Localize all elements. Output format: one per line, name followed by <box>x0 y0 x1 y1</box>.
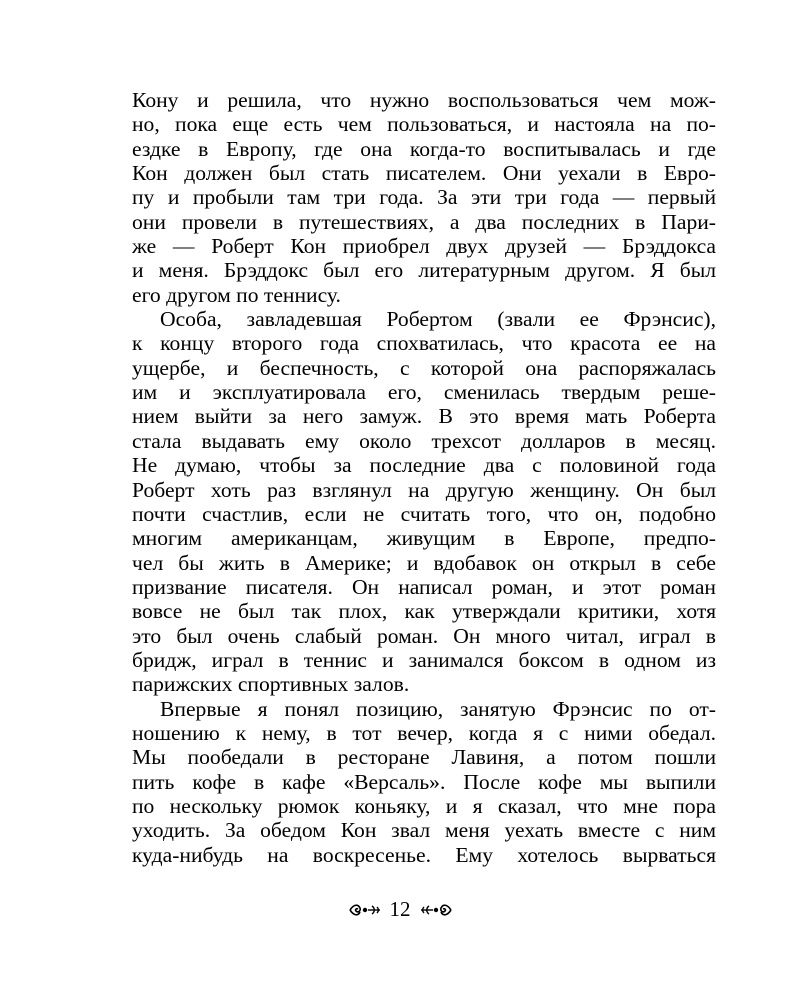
text-line: Не думаю, чтобы за последние два с половиной года <box>132 453 716 478</box>
text-line: Кону и решила, что нужно воспользоваться чем мож- <box>132 88 716 112</box>
page-number: 12 <box>389 897 411 921</box>
text-line: вовсе не был так плох, как утверждали критики, хотя <box>132 599 716 624</box>
text-line: им и эксплуатировала его, сменилась твердым реше- <box>132 380 716 405</box>
text-line: Роберт хоть раз взглянул на другую женщину. Он был <box>132 477 716 502</box>
text-line: куда-нибудь на воскресенье. Ему хотелось вырваться <box>132 842 716 867</box>
text-line: ношению к нему, в тот вечер, когда я с ними обедал. <box>132 720 716 745</box>
text-line: по нескольку рюмок коньяку, и я сказал, что мне пора <box>132 793 716 818</box>
text-line: уходить. За обедом Кон звал меня уехать вместе с ним <box>132 818 716 843</box>
text-line: это был очень слабый роман. Он много читал, играл в <box>132 623 716 648</box>
text-line: ездке в Европу, где она когда-то воспитывалась и где <box>132 136 716 161</box>
text-line: Мы пообедали в ресторане Лавиня, а потом пошли <box>132 745 716 770</box>
text-line: чел бы жить в Америке; и вдобавок он открыл в себе <box>132 550 716 575</box>
text-line: ущербе, и беспечность, с которой она распоряжалась <box>132 355 716 380</box>
text-line: бридж, играл в теннис и занимался боксом в одном из <box>132 647 716 672</box>
body-text <box>132 88 716 867</box>
text-line: стала выдавать ему около трехсот долларов в месяц. <box>132 428 716 453</box>
text-line: почти счастлив, если не считать того, что он, подобно <box>132 501 716 526</box>
text-line: Впервые я понял позицию, занятую Фрэнсис по от- <box>160 696 716 721</box>
text-line: Особа, завладевшая Робертом (звали ее Фрэнсис), <box>160 307 716 332</box>
text-line: Кон должен был стать писателем. Они уехали в Евро- <box>132 161 716 186</box>
right-ornament-icon <box>419 902 453 918</box>
text-line: же — Роберт Кон приобрел двух друзей — Брэддокса <box>132 234 716 259</box>
left-ornament-icon <box>348 902 382 918</box>
page-footer <box>0 897 800 922</box>
text-line: пить кофе в кафе «Версаль». После кофе мы выпили <box>132 769 716 794</box>
text-line: парижских спортивных залов. <box>132 672 410 697</box>
text-line: пу и пробыли там три года. За эти три года — первый <box>132 185 716 210</box>
text-line: но, пока еще есть чем пользоваться, и настояла на по- <box>132 112 716 137</box>
text-line: они провели в путешествиях, а два последних в Пари- <box>132 209 716 234</box>
text-line: нием выйти за него замуж. В это время мать Роберта <box>132 404 716 429</box>
text-line: и меня. Брэддокс был его литературным другом. Я был <box>132 258 716 283</box>
text-line: многим американцам, живущим в Европе, предпо- <box>132 526 716 551</box>
text-line: его другом по теннису. <box>132 282 341 307</box>
text-line: призвание писателя. Он написал роман, и этот роман <box>132 574 716 599</box>
text-line: к концу второго года спохватилась, что красота ее на <box>132 331 716 356</box>
